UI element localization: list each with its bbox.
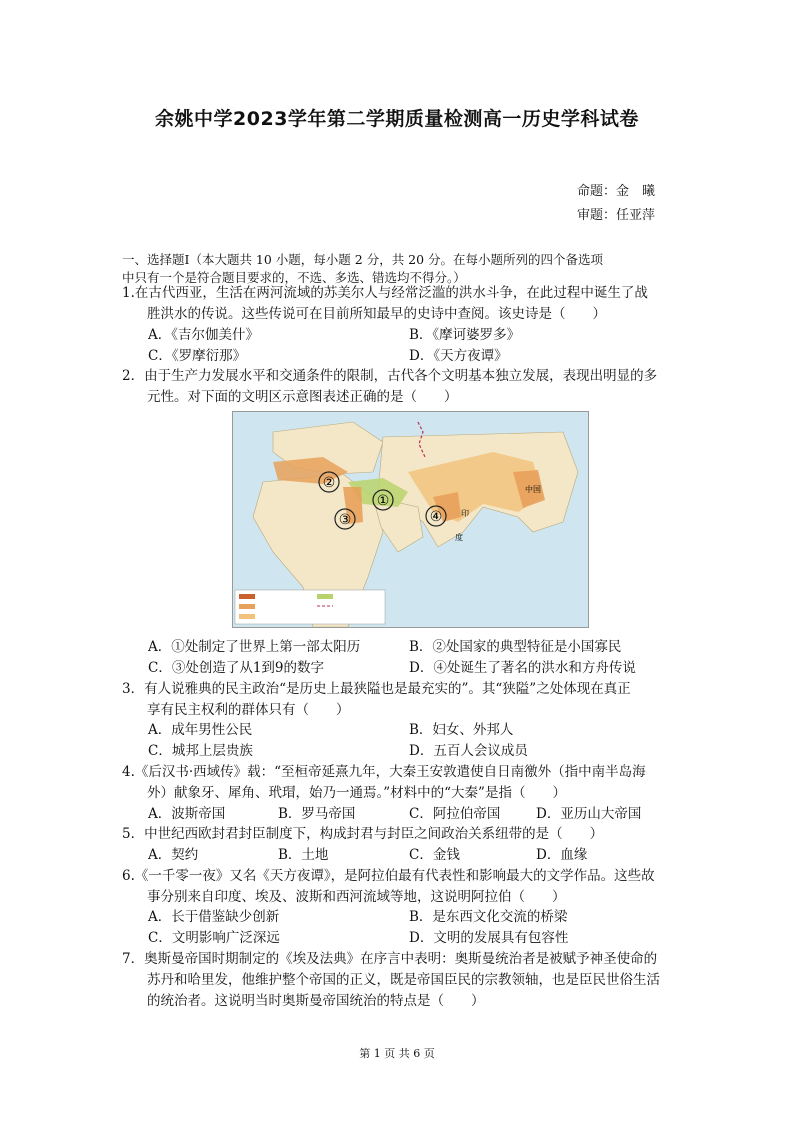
- question-6: [122, 866, 682, 908]
- option-d: D．亚历山大帝国: [536, 806, 642, 822]
- intro-line: 中只有一个是符合题目要求的，不选、多选、错选均不得分。）: [122, 270, 466, 285]
- legend-swatch: [239, 604, 255, 609]
- option-a: A．契约: [148, 847, 199, 863]
- question-text: 苏丹和哈里发，他维护整个帝国的正义，既是帝国臣民的宗教领轴，也是臣民世俗生活: [147, 972, 660, 988]
- label-india-1: 印: [461, 509, 469, 518]
- marker-2: ②: [322, 475, 336, 491]
- option-c: C．城邦上层贵族: [148, 743, 253, 759]
- marker-3: ③: [338, 512, 352, 528]
- label-china: 中国: [525, 485, 541, 494]
- question-text: 的统治者。这说明当时奥斯曼帝国统治的特点是（ ）: [147, 993, 485, 1009]
- question-text: 7．奥斯曼帝国时期制定的《埃及法典》在序言中表明：奥斯曼统治者是被赋予神圣使命的: [122, 951, 658, 967]
- page-title: 余姚中学2023学年第二学期质量检测高一历史学科试卷: [155, 108, 639, 130]
- option-a: A．《吉尔伽美什》: [148, 327, 259, 343]
- option-b: B．罗马帝国: [278, 806, 356, 822]
- question-text: 3．有人说雅典的民主政治“是历史上最狭隘也是最充实的”。其“狭隘”之处体现在真正: [122, 681, 631, 697]
- legend-swatch: [317, 594, 333, 599]
- legend-box: [235, 590, 385, 624]
- map-graphic: [233, 412, 588, 627]
- option-c: C．③处创造了从1到9的数字: [148, 660, 325, 676]
- marker-1: ①: [376, 493, 390, 509]
- question-text: 5．中世纪西欧封君封臣制度下，构成封君与封臣之间政治关系纽带的是（ ）: [122, 826, 604, 842]
- civilization-map: [232, 411, 589, 628]
- option-a: A．①处制定了世界上第一部太阳历: [148, 639, 361, 655]
- legend-swatch: [239, 594, 255, 599]
- option-b: B．《摩诃婆罗多》: [409, 327, 521, 343]
- question-text: 元性。对下面的文明区示意图表述正确的是（ ）: [147, 389, 458, 405]
- question-text: 1.在古代西亚，生活在两河流域的苏美尔人与经常泛滥的洪水斗争，在此过程中诞生了战: [122, 285, 648, 301]
- question-7: [122, 949, 682, 1012]
- question-text: 6.《一千零一夜》又名《天方夜谭》，是阿拉伯最有代表性和影响最大的文学作品。这些故: [122, 868, 655, 884]
- page-footer: 第 1 页 共 6 页: [359, 1047, 435, 1060]
- option-c: C．阿拉伯帝国: [409, 806, 501, 822]
- option-d: D．④处诞生了著名的洪水和方舟传说: [409, 660, 636, 676]
- marker-4: ④: [429, 509, 443, 525]
- label-india-2: 度: [455, 533, 463, 542]
- question-4: [122, 762, 682, 804]
- question-text: 胜洪水的传说。这些传说可在目前所知最早的史诗中查阅。该史诗是（ ）: [147, 306, 606, 322]
- option-c: C．金钱: [409, 847, 460, 863]
- option-d: D．《天方夜谭》: [409, 348, 508, 364]
- author-block: [577, 180, 655, 228]
- intro-line: 一、选择题Ⅰ（本大题共 10 小题，每小题 2 分，共 20 分。在每小题所列的四个备选项: [122, 252, 604, 267]
- option-d: D．文明的发展具有包容性: [409, 930, 569, 946]
- question-text: 4.《后汉书·西域传》载：“至桓帝延熹九年，大秦王安敦遣使自日南徼外（指中南半岛海: [122, 764, 646, 780]
- option-d: D．五百人会议成员: [409, 743, 528, 759]
- option-b: B．②处国家的典型特征是小国寡民: [409, 639, 622, 655]
- question-text: 2．由于生产力发展水平和交通条件的限制，古代各个文明基本独立发展，表现出明显的多: [122, 368, 658, 384]
- option-b: B．妇女、外邦人: [409, 722, 514, 738]
- question-5: [122, 824, 682, 845]
- option-b: B．是东西文化交流的桥梁: [409, 909, 568, 925]
- option-c: C．文明影响广泛深远: [148, 930, 280, 946]
- proposer: 命题：金 曦: [577, 184, 656, 199]
- reviewer: 审题：任亚萍: [577, 208, 656, 223]
- option-c: C．《罗摩衍那》: [148, 348, 247, 364]
- option-b: B．土地: [278, 847, 329, 863]
- question-2: [122, 366, 682, 408]
- question-text: 事分别来自印度、埃及、波斯和西河流域等地，这说明阿拉伯（ ）: [147, 889, 566, 905]
- option-a: A．波斯帝国: [148, 806, 226, 822]
- question-text: 享有民主权利的群体只有（ ）: [147, 702, 350, 718]
- question-1: [122, 283, 682, 325]
- question-text: 外）献象牙、犀角、玳瑁，始乃一通焉。”材料中的“大秦”是指（ ）: [147, 785, 566, 801]
- section-intro: [122, 251, 692, 287]
- option-d: D．血缘: [536, 847, 588, 863]
- legend-swatch: [239, 614, 255, 619]
- option-a: A．长于借鉴缺少创新: [148, 909, 280, 925]
- option-a: A．成年男性公民: [148, 722, 253, 738]
- question-3: [122, 679, 682, 721]
